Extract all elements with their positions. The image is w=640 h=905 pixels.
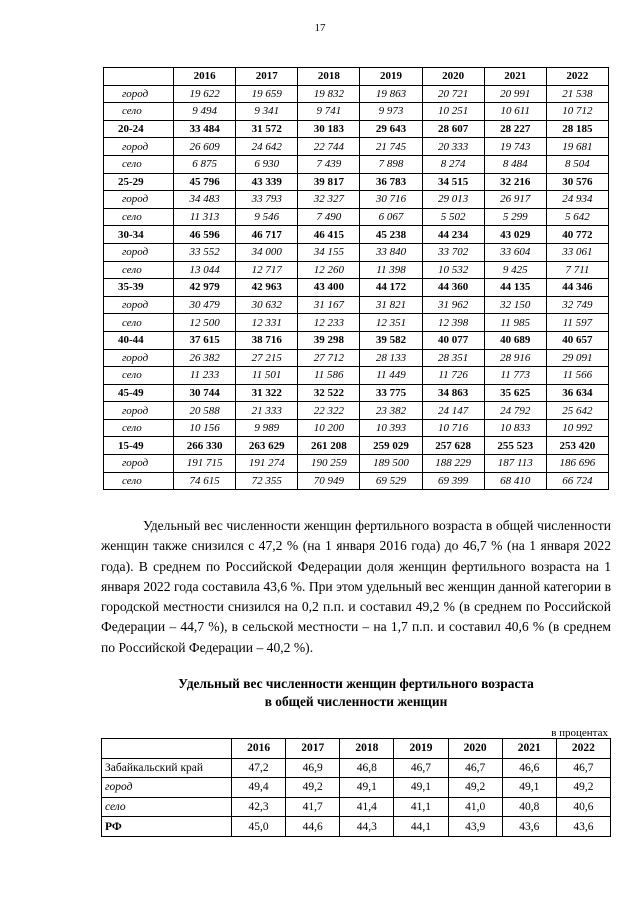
- value-cell: 20 991: [484, 85, 546, 103]
- value-cell: 34 863: [422, 384, 484, 402]
- value-cell: 19 743: [484, 138, 546, 156]
- table-row: [104, 296, 609, 314]
- fertile-share-table: [101, 738, 611, 837]
- value-cell: 20 721: [422, 85, 484, 103]
- value-cell: 189 500: [360, 455, 422, 473]
- value-cell: 30 576: [546, 173, 608, 191]
- value-cell: 11 586: [298, 367, 360, 385]
- value-cell: 6 067: [360, 208, 422, 226]
- value-cell: 68 410: [484, 472, 546, 490]
- row-label-cell: город: [104, 138, 174, 156]
- table-row: [104, 472, 609, 490]
- value-cell: 11 726: [422, 367, 484, 385]
- table-row: [104, 138, 609, 156]
- value-cell: 42 963: [236, 279, 298, 297]
- value-cell: 49,2: [556, 778, 610, 798]
- value-cell: 253 420: [546, 437, 608, 455]
- value-cell: 34 000: [236, 243, 298, 261]
- table-row: [104, 314, 609, 332]
- value-cell: 33 484: [174, 120, 236, 138]
- table-row: [104, 402, 609, 420]
- value-cell: 5 642: [546, 208, 608, 226]
- value-cell: 8 504: [546, 155, 608, 173]
- value-cell: 188 229: [422, 455, 484, 473]
- value-cell: 33 552: [174, 243, 236, 261]
- row-label-cell: 15-49: [104, 437, 174, 455]
- table-row: [104, 208, 609, 226]
- value-cell: 259 029: [360, 437, 422, 455]
- value-cell: 10 251: [422, 103, 484, 121]
- value-cell: 11 985: [484, 314, 546, 332]
- value-cell: 10 393: [360, 419, 422, 437]
- value-cell: 10 992: [546, 419, 608, 437]
- value-cell: 44,1: [394, 817, 448, 837]
- row-label-cell: 40-44: [104, 331, 174, 349]
- section-title-line-2: в общей численности женщин: [264, 694, 448, 709]
- row-label-cell: 35-39: [104, 279, 174, 297]
- value-cell: 44,6: [286, 817, 340, 837]
- value-cell: 39 298: [298, 331, 360, 349]
- value-cell: 186 696: [546, 455, 608, 473]
- value-cell: 12 260: [298, 261, 360, 279]
- value-cell: 7 711: [546, 261, 608, 279]
- table-row: [102, 778, 611, 798]
- value-cell: 32 327: [298, 191, 360, 209]
- row-label-cell: город: [104, 402, 174, 420]
- header-year-cell: 2019: [394, 739, 448, 759]
- table-row: [104, 349, 609, 367]
- header-year-cell: 2018: [298, 68, 360, 86]
- table-header-row: [102, 739, 611, 759]
- value-cell: 31 821: [360, 296, 422, 314]
- value-cell: 70 949: [298, 472, 360, 490]
- table-row: [102, 797, 611, 817]
- value-cell: 21 333: [236, 402, 298, 420]
- value-cell: 29 013: [422, 191, 484, 209]
- table-row: [104, 367, 609, 385]
- unit-note: в процентах: [551, 727, 608, 739]
- value-cell: 43,6: [556, 817, 610, 837]
- body-paragraph: Удельный вес численности женщин фертильного возраста в общей численности женщин также снизился с 47,2 % (на 1 января 2016 года) до 46,7 % (на 1 января 2022 года). В среднем по Российской Федерации доля женщин фертильного возраста на 1 января 2022 года составила 43,6 %. При этом удельный вес женщин данной категории в городской местности снизился на 0,2 п.п. и составил 49,2 % (в среднем по Российской Федерации – 44,7 %), в сельской местности – на 1,7 п.п. и составил 40,6 % (в среднем по Российской Федерации – 40,2 %).: [101, 518, 611, 655]
- value-cell: 49,1: [502, 778, 556, 798]
- value-cell: 19 863: [360, 85, 422, 103]
- table-row: [104, 155, 609, 173]
- value-cell: 33 604: [484, 243, 546, 261]
- header-year-cell: 2020: [448, 739, 502, 759]
- value-cell: 24 642: [236, 138, 298, 156]
- value-cell: 34 483: [174, 191, 236, 209]
- value-cell: 28 351: [422, 349, 484, 367]
- value-cell: 74 615: [174, 472, 236, 490]
- table-row: [104, 173, 609, 191]
- value-cell: 28 916: [484, 349, 546, 367]
- row-label-cell: 30-34: [104, 226, 174, 244]
- table-row: [102, 758, 611, 778]
- value-cell: 10 611: [484, 103, 546, 121]
- value-cell: 28 607: [422, 120, 484, 138]
- value-cell: 31 572: [236, 120, 298, 138]
- value-cell: 30 479: [174, 296, 236, 314]
- header-year-cell: 2017: [286, 739, 340, 759]
- table-row: [104, 243, 609, 261]
- value-cell: 26 382: [174, 349, 236, 367]
- table-header-row: [104, 68, 609, 86]
- value-cell: 19 681: [546, 138, 608, 156]
- row-label-cell: Забайкальский край: [102, 758, 232, 778]
- header-year-cell: 2016: [174, 68, 236, 86]
- value-cell: 40,8: [502, 797, 556, 817]
- table-row: [104, 419, 609, 437]
- value-cell: 7 439: [298, 155, 360, 173]
- value-cell: 40 077: [422, 331, 484, 349]
- value-cell: 8 274: [422, 155, 484, 173]
- value-cell: 30 744: [174, 384, 236, 402]
- age-group-population-table: [103, 67, 609, 490]
- value-cell: 46,8: [340, 758, 394, 778]
- value-cell: 41,0: [448, 797, 502, 817]
- value-cell: 28 133: [360, 349, 422, 367]
- value-cell: 31 962: [422, 296, 484, 314]
- value-cell: 21 538: [546, 85, 608, 103]
- row-label-cell: село: [104, 155, 174, 173]
- value-cell: 33 061: [546, 243, 608, 261]
- value-cell: 10 833: [484, 419, 546, 437]
- value-cell: 190 259: [298, 455, 360, 473]
- value-cell: 6 930: [236, 155, 298, 173]
- row-label-cell: город: [104, 455, 174, 473]
- row-label-cell: 25-29: [104, 173, 174, 191]
- value-cell: 49,2: [286, 778, 340, 798]
- value-cell: 29 091: [546, 349, 608, 367]
- value-cell: 5 502: [422, 208, 484, 226]
- value-cell: 40 772: [546, 226, 608, 244]
- value-cell: 257 628: [422, 437, 484, 455]
- value-cell: 12 233: [298, 314, 360, 332]
- value-cell: 43 339: [236, 173, 298, 191]
- value-cell: 41,1: [394, 797, 448, 817]
- value-cell: 24 792: [484, 402, 546, 420]
- row-label-cell: город: [104, 85, 174, 103]
- value-cell: 11 449: [360, 367, 422, 385]
- value-cell: 43 400: [298, 279, 360, 297]
- value-cell: 24 147: [422, 402, 484, 420]
- table-row: [104, 455, 609, 473]
- value-cell: 40 689: [484, 331, 546, 349]
- table-row: [104, 226, 609, 244]
- value-cell: 30 716: [360, 191, 422, 209]
- value-cell: 27 712: [298, 349, 360, 367]
- header-year-cell: 2017: [236, 68, 298, 86]
- row-label-cell: город: [104, 349, 174, 367]
- value-cell: 28 227: [484, 120, 546, 138]
- value-cell: 9 341: [236, 103, 298, 121]
- value-cell: 10 156: [174, 419, 236, 437]
- value-cell: 33 702: [422, 243, 484, 261]
- value-cell: 11 233: [174, 367, 236, 385]
- value-cell: 39 817: [298, 173, 360, 191]
- table-row: [104, 191, 609, 209]
- table-row: [104, 120, 609, 138]
- value-cell: 9 494: [174, 103, 236, 121]
- value-cell: 32 749: [546, 296, 608, 314]
- value-cell: 45,0: [232, 817, 286, 837]
- value-cell: 20 333: [422, 138, 484, 156]
- value-cell: 72 355: [236, 472, 298, 490]
- row-label-cell: село: [104, 103, 174, 121]
- value-cell: 37 615: [174, 331, 236, 349]
- value-cell: 46 717: [236, 226, 298, 244]
- table-row: [104, 437, 609, 455]
- value-cell: 266 330: [174, 437, 236, 455]
- value-cell: 263 629: [236, 437, 298, 455]
- value-cell: 33 840: [360, 243, 422, 261]
- value-cell: 27 215: [236, 349, 298, 367]
- value-cell: 29 643: [360, 120, 422, 138]
- value-cell: 6 875: [174, 155, 236, 173]
- value-cell: 9 425: [484, 261, 546, 279]
- value-cell: 21 745: [360, 138, 422, 156]
- value-cell: 20 588: [174, 402, 236, 420]
- value-cell: 41,7: [286, 797, 340, 817]
- value-cell: 32 150: [484, 296, 546, 314]
- value-cell: 187 113: [484, 455, 546, 473]
- header-year-cell: 2022: [546, 68, 608, 86]
- section-title: [101, 675, 611, 711]
- row-label-cell: город: [104, 243, 174, 261]
- value-cell: 26 609: [174, 138, 236, 156]
- header-year-cell: 2020: [422, 68, 484, 86]
- value-cell: 47,2: [232, 758, 286, 778]
- value-cell: 9 973: [360, 103, 422, 121]
- table-row: [104, 384, 609, 402]
- table-row: [104, 331, 609, 349]
- value-cell: 41,4: [340, 797, 394, 817]
- row-label-cell: город: [104, 191, 174, 209]
- value-cell: 44 234: [422, 226, 484, 244]
- row-label-cell: город: [102, 778, 232, 798]
- value-cell: 49,1: [394, 778, 448, 798]
- row-label-cell: село: [104, 314, 174, 332]
- value-cell: 42 979: [174, 279, 236, 297]
- row-label-cell: село: [104, 261, 174, 279]
- value-cell: 32 216: [484, 173, 546, 191]
- value-cell: 36 783: [360, 173, 422, 191]
- value-cell: 28 185: [546, 120, 608, 138]
- value-cell: 44 135: [484, 279, 546, 297]
- header-year-cell: 2019: [360, 68, 422, 86]
- value-cell: 43 029: [484, 226, 546, 244]
- value-cell: 44,3: [340, 817, 394, 837]
- value-cell: 46,7: [394, 758, 448, 778]
- section-title-line-1: Удельный вес численности женщин фертильного возраста: [178, 676, 534, 691]
- value-cell: 36 634: [546, 384, 608, 402]
- value-cell: 22 744: [298, 138, 360, 156]
- value-cell: 32 522: [298, 384, 360, 402]
- value-cell: 10 532: [422, 261, 484, 279]
- value-cell: 191 274: [236, 455, 298, 473]
- value-cell: 11 313: [174, 208, 236, 226]
- header-year-cell: 2021: [484, 68, 546, 86]
- value-cell: 26 917: [484, 191, 546, 209]
- value-cell: 12 351: [360, 314, 422, 332]
- value-cell: 261 208: [298, 437, 360, 455]
- value-cell: 11 773: [484, 367, 546, 385]
- header-year-cell: 2021: [502, 739, 556, 759]
- value-cell: 30 183: [298, 120, 360, 138]
- value-cell: 40,6: [556, 797, 610, 817]
- value-cell: 7 490: [298, 208, 360, 226]
- row-label-cell: город: [104, 296, 174, 314]
- value-cell: 45 238: [360, 226, 422, 244]
- value-cell: 49,2: [448, 778, 502, 798]
- header-corner-cell: [102, 739, 232, 759]
- value-cell: 33 793: [236, 191, 298, 209]
- value-cell: 22 322: [298, 402, 360, 420]
- header-year-cell: 2018: [340, 739, 394, 759]
- value-cell: 46,7: [448, 758, 502, 778]
- row-label-cell: село: [104, 419, 174, 437]
- table-row: [104, 103, 609, 121]
- value-cell: 19 832: [298, 85, 360, 103]
- value-cell: 46,9: [286, 758, 340, 778]
- table-row: [104, 85, 609, 103]
- value-cell: 44 172: [360, 279, 422, 297]
- page-number: 17: [314, 22, 326, 34]
- row-label-cell: село: [104, 472, 174, 490]
- value-cell: 42,3: [232, 797, 286, 817]
- value-cell: 44 346: [546, 279, 608, 297]
- value-cell: 43,6: [502, 817, 556, 837]
- value-cell: 24 934: [546, 191, 608, 209]
- value-cell: 44 360: [422, 279, 484, 297]
- value-cell: 12 398: [422, 314, 484, 332]
- value-cell: 38 716: [236, 331, 298, 349]
- value-cell: 30 632: [236, 296, 298, 314]
- value-cell: 46 596: [174, 226, 236, 244]
- value-cell: 46,6: [502, 758, 556, 778]
- value-cell: 7 898: [360, 155, 422, 173]
- value-cell: 12 331: [236, 314, 298, 332]
- row-label-cell: 20-24: [104, 120, 174, 138]
- value-cell: 13 044: [174, 261, 236, 279]
- value-cell: 12 717: [236, 261, 298, 279]
- value-cell: 23 382: [360, 402, 422, 420]
- value-cell: 191 715: [174, 455, 236, 473]
- value-cell: 49,1: [340, 778, 394, 798]
- value-cell: 12 500: [174, 314, 236, 332]
- row-label-cell: село: [102, 797, 232, 817]
- row-label-cell: 45-49: [104, 384, 174, 402]
- value-cell: 10 200: [298, 419, 360, 437]
- table-row: [104, 279, 609, 297]
- header-year-cell: 2022: [556, 739, 610, 759]
- value-cell: 46,7: [556, 758, 610, 778]
- value-cell: 10 716: [422, 419, 484, 437]
- table-row: [102, 817, 611, 837]
- value-cell: 19 622: [174, 85, 236, 103]
- value-cell: 19 659: [236, 85, 298, 103]
- value-cell: 66 724: [546, 472, 608, 490]
- value-cell: 33 775: [360, 384, 422, 402]
- value-cell: 40 657: [546, 331, 608, 349]
- value-cell: 25 642: [546, 402, 608, 420]
- value-cell: 9 546: [236, 208, 298, 226]
- value-cell: 11 501: [236, 367, 298, 385]
- value-cell: 255 523: [484, 437, 546, 455]
- value-cell: 43,9: [448, 817, 502, 837]
- value-cell: 69 399: [422, 472, 484, 490]
- value-cell: 9 989: [236, 419, 298, 437]
- table-row: [104, 261, 609, 279]
- value-cell: 45 796: [174, 173, 236, 191]
- value-cell: 5 299: [484, 208, 546, 226]
- header-corner-cell: [104, 68, 174, 86]
- value-cell: 8 484: [484, 155, 546, 173]
- value-cell: 46 415: [298, 226, 360, 244]
- value-cell: 39 582: [360, 331, 422, 349]
- value-cell: 11 398: [360, 261, 422, 279]
- value-cell: 34 515: [422, 173, 484, 191]
- value-cell: 49,4: [232, 778, 286, 798]
- value-cell: 9 741: [298, 103, 360, 121]
- row-label-cell: РФ: [102, 817, 232, 837]
- header-year-cell: 2016: [232, 739, 286, 759]
- value-cell: 31 322: [236, 384, 298, 402]
- value-cell: 35 625: [484, 384, 546, 402]
- value-cell: 11 597: [546, 314, 608, 332]
- row-label-cell: село: [104, 208, 174, 226]
- value-cell: 34 155: [298, 243, 360, 261]
- row-label-cell: село: [104, 367, 174, 385]
- value-cell: 69 529: [360, 472, 422, 490]
- value-cell: 10 712: [546, 103, 608, 121]
- value-cell: 31 167: [298, 296, 360, 314]
- value-cell: 11 566: [546, 367, 608, 385]
